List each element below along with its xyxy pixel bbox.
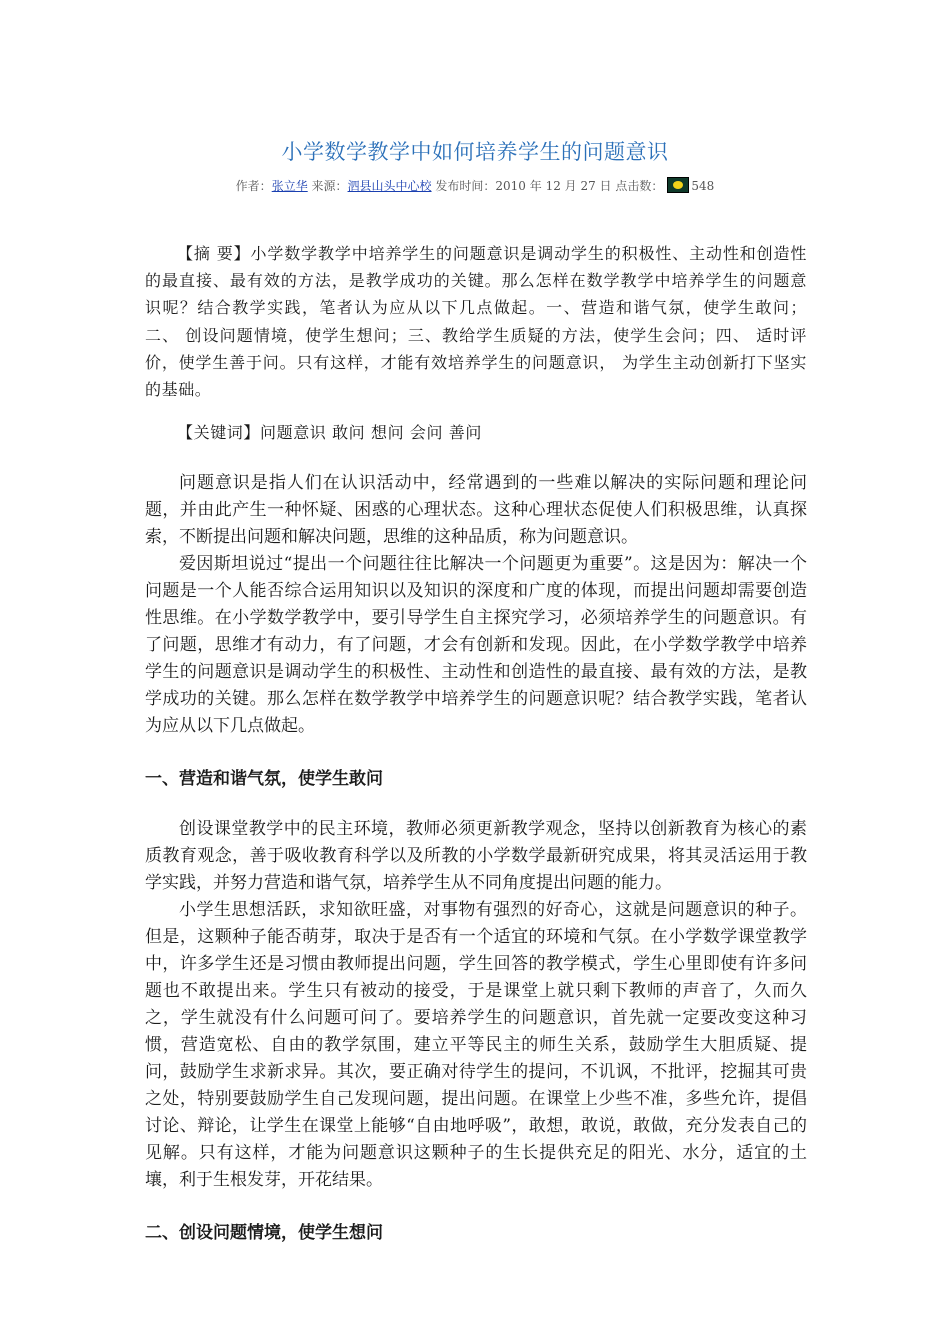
article-title: 小学数学教学中如何培养学生的问题意识 — [281, 140, 669, 164]
author-label: 作者： — [235, 179, 272, 193]
section-heading: 一、营造和谐气氛，使学生敢问 — [145, 769, 383, 790]
counter-icon — [667, 177, 689, 193]
article-body — [145, 240, 807, 1247]
section-heading: 二、创设问题情境，使学生想问 — [145, 1223, 383, 1244]
abstract: 【摘 要】小学数学教学中培养学生的问题意识是调动学生的积极性、主动性和创造性的最直接、最有效的方法，是教学成功的关键。那么怎样在数学教学中培养学生的问题意识呢？结合教学实践，笔者认为应从以下几点做起。一、营造和谐气氛，使学生敢问；二、 创设问题情境，使学生想问；三、教给学生质疑的方法，使学生会问；四、 适时评价，使学生善于问。只有这样，才能有效培养学生的问题意识， 为学生主动创新打下坚实的基础。 — [145, 244, 807, 400]
date-label: 发布时间： — [435, 179, 496, 193]
source-link[interactable]: 泗县山头中心校 — [347, 179, 432, 193]
source-label: 来源： — [311, 179, 348, 193]
intro-paragraph: 问题意识是指人们在认识活动中，经常遇到的一些难以解决的实际问题和理论问题，并由此产生一种怀疑、困惑的心理状态。这种心理状态促使人们积极思维，认真探索，不断提出问题和解决问题，思维的这种品质，称为问题意识。 — [145, 473, 807, 548]
intro-paragraph: 爱因斯坦说过“提出一个问题往往比解决一个问题更为重要”。这是因为：解决一个问题是一个人能否综合运用知识以及知识的深度和广度的体现，而提出问题却需要创造性思维。在小学数学教学中，要引导学生自主探究学习，必须培养学生的问题意识。有了问题，思维才有动力，有了问题，才会有创新和发现。因此，在小学数学教学中培养学生的问题意识是调动学生的积极性、主动性和创造性的最直接、最有效的方法，是教学成功的关键。那么怎样在数学教学中培养学生的问题意识呢？结合教学实践，笔者认为应从以下几点做起。 — [145, 554, 807, 737]
publish-date: 2010 年 12 月 27 日 — [495, 179, 612, 193]
hits-count: 548 — [691, 179, 715, 193]
hits-label: 点击数： — [615, 179, 664, 193]
section-paragraph: 小学生思想活跃，求知欲旺盛，对事物有强烈的好奇心，这就是问题意识的种子。但是，这颗种子能否萌芽，取决于是否有一个适宜的环境和气氛。在小学数学课堂教学中，许多学生还是习惯由教师提出问题，学生回答的教学模式，学生心里即使有许多问题也不敢提出来。学生只有被动的接受，于是课堂上就只剩下教师的声音了，久而久之，学生就没有什么问题可问了。要培养学生的问题意识，首先就一定要改变这种习惯，营造宽松、自由的教学氛围，建立平等民主的师生关系，鼓励学生大胆质疑、提问，鼓励学生求新求异。其次，要正确对待学生的提问，不讥讽，不批评，挖掘其可贵之处，特别要鼓励学生自己发现问题，提出问题。在课堂上少些不准，多些允许，提倡讨论、辩论，让学生在课堂上能够“自由地呼吸”，敢想，敢说，敢做，充分发表自己的见解。只有这样，才能为问题意识这颗种子的生长提供充足的阳光、水分，适宜的土壤，利于生根发芽，开花结果。 — [145, 900, 807, 1191]
keywords: 【关键词】问题意识 敢问 想问 会问 善问 — [177, 423, 482, 443]
article-meta — [0, 177, 950, 194]
section-paragraph: 创设课堂教学中的民主环境，教师必须更新教学观念，坚持以创新教育为核心的素质教育观念，善于吸收教育科学以及所教的小学数学最新研究成果，将其灵活运用于教学实践，并努力营造和谐气氛，培养学生从不同角度提出问题的能力。 — [145, 819, 807, 894]
author-link[interactable]: 张立华 — [271, 179, 308, 193]
